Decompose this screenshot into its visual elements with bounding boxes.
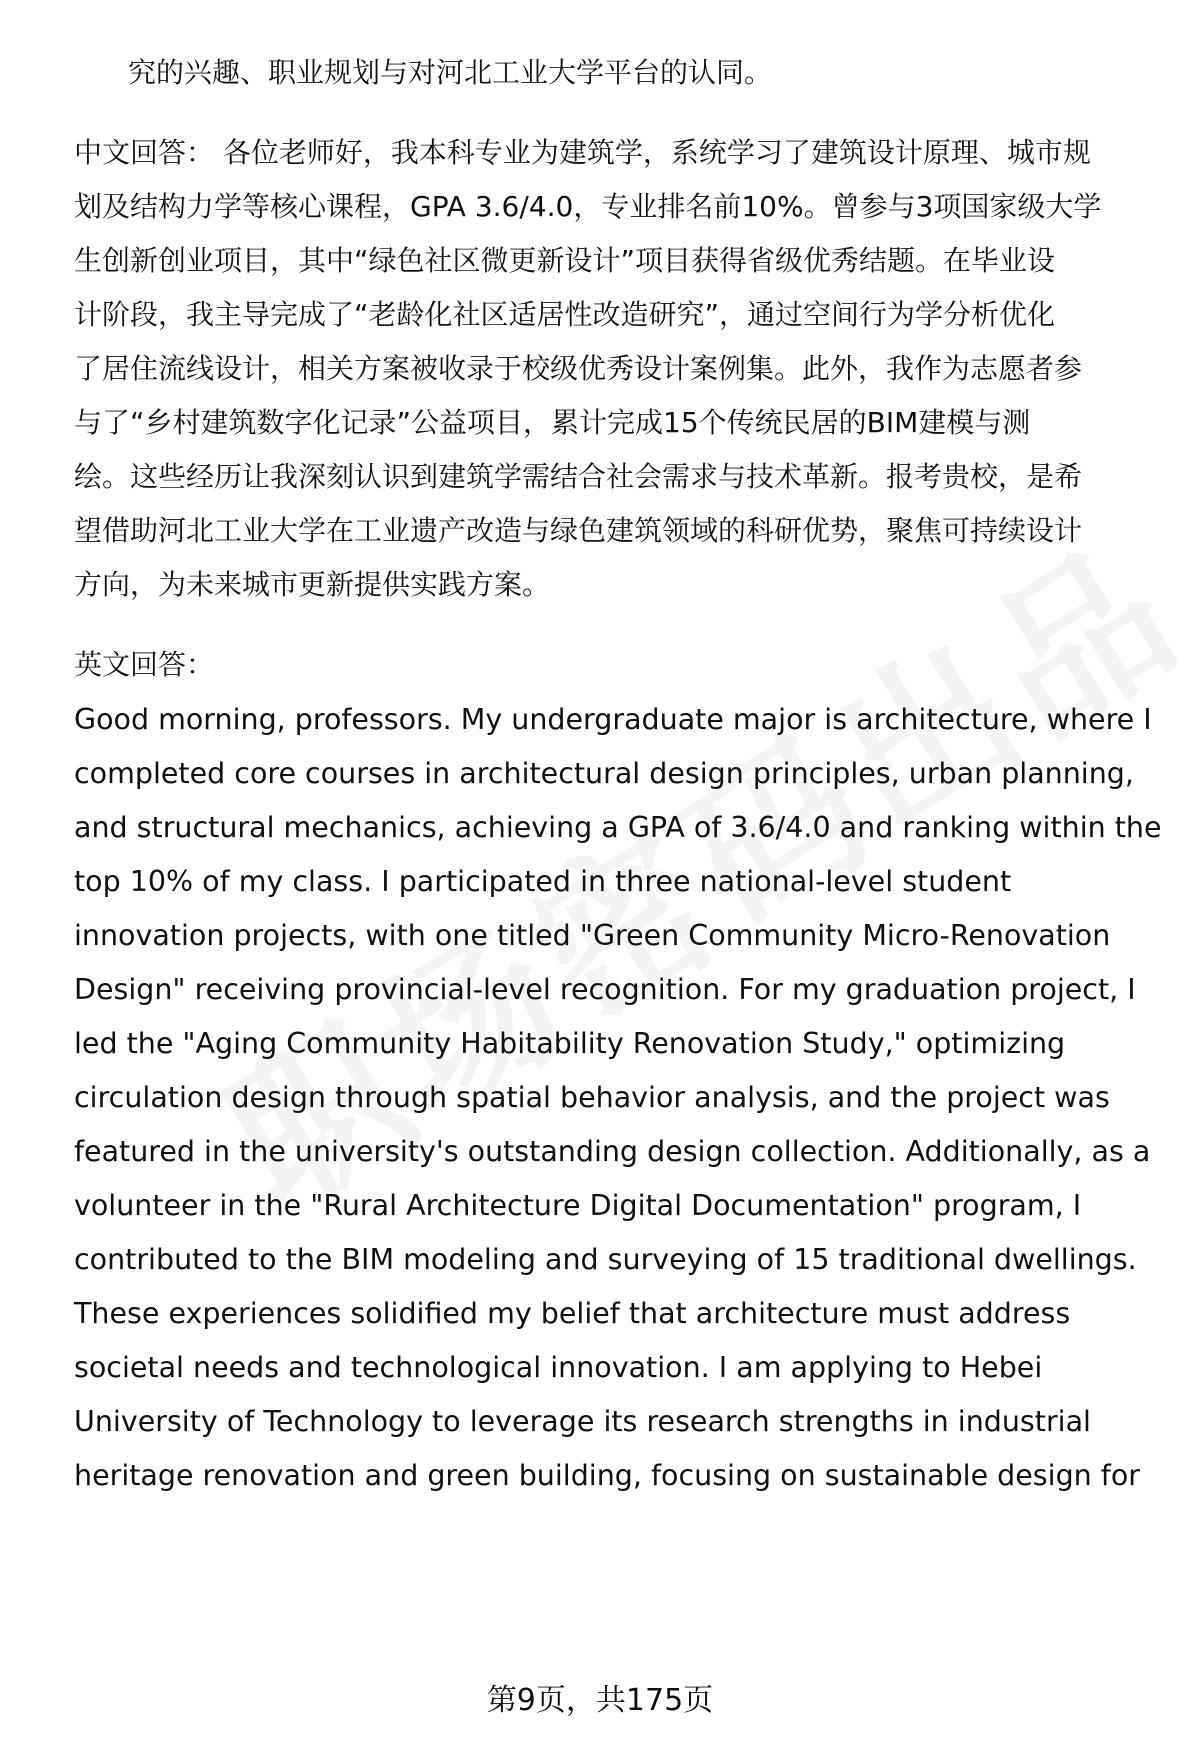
english-answer-line: circulation design through spatial behavior analysis, and the project was (74, 1081, 1110, 1114)
english-answer-line: Good morning, professors. My undergraduate major is architecture, where I (74, 703, 1152, 736)
english-answer-line: innovation projects, with one titled "Green Community Micro-Renovation (74, 919, 1111, 952)
intro-line: 究的兴趣、职业规划与对河北工业大学平台的认同。 (128, 56, 773, 89)
chinese-answer-line: 计阶段，我主导完成了“老龄化社区适居性改造研究”，通过空间行为学分析优化 (74, 298, 1056, 331)
english-answer-heading: 英文回答： (74, 648, 215, 681)
english-answer-line: top 10% of my class. I participated in three national-level student (74, 865, 1012, 898)
english-answer-line: volunteer in the "Rural Architecture Digital Documentation" program, I (74, 1189, 1082, 1222)
chinese-answer-line: 生创新创业项目，其中“绿色社区微更新设计”项目获得省级优秀结题。在毕业设 (74, 244, 1056, 277)
english-answer-line: and structural mechanics, achieving a GPA of 3.6/4.0 and ranking within the (74, 811, 1162, 844)
chinese-answer-line: 中文回答： 各位老师好，我本科专业为建筑学，系统学习了建筑设计原理、城市规 (74, 136, 1091, 169)
page-number-indicator: 第9页，共175页 (486, 1683, 714, 1718)
english-answer-line: Design" receiving provincial-level recognition. For my graduation project, I (74, 973, 1136, 1006)
chinese-answer-line: 望借助河北工业大学在工业遗产改造与绿色建筑领域的科研优势，聚焦可持续设计 (74, 514, 1083, 547)
chinese-answer-line: 方向，为未来城市更新提供实践方案。 (74, 568, 551, 601)
english-answer-line: University of Technology to leverage its research strengths in industrial (74, 1405, 1091, 1438)
chinese-answer-line: 与了“乡村建筑数字化记录”公益项目，累计完成15个传统民居的BIM建模与测 (74, 406, 1031, 439)
english-answer-line: featured in the university's outstanding design collection. Additionally, as a (74, 1135, 1151, 1168)
english-answer-line: completed core courses in architectural design principles, urban planning, (74, 757, 1134, 790)
english-answer-line: heritage renovation and green building, focusing on sustainable design for (74, 1459, 1140, 1492)
english-answer-line: contributed to the BIM modeling and surveying of 15 traditional dwellings. (74, 1243, 1137, 1276)
watermark (108, 415, 1200, 1386)
english-answer-line: led the "Aging Community Habitability Renovation Study," optimizing (74, 1027, 1066, 1060)
english-answer-line: These experiences solidified my belief that architecture must address (74, 1297, 1071, 1330)
chinese-answer-line: 绘。这些经历让我深刻认识到建筑学需结合社会需求与技术革新。报考贵校，是希 (74, 460, 1083, 493)
english-answer-line: societal needs and technological innovation. I am applying to Hebei (74, 1351, 1043, 1384)
chinese-answer-line: 了居住流线设计，相关方案被收录于校级优秀设计案例集。此外，我作为志愿者参 (74, 352, 1083, 385)
chinese-answer-line: 划及结构力学等核心课程，GPA 3.6/4.0，专业排名前10%。曾参与3项国家级大学 (74, 190, 1102, 223)
